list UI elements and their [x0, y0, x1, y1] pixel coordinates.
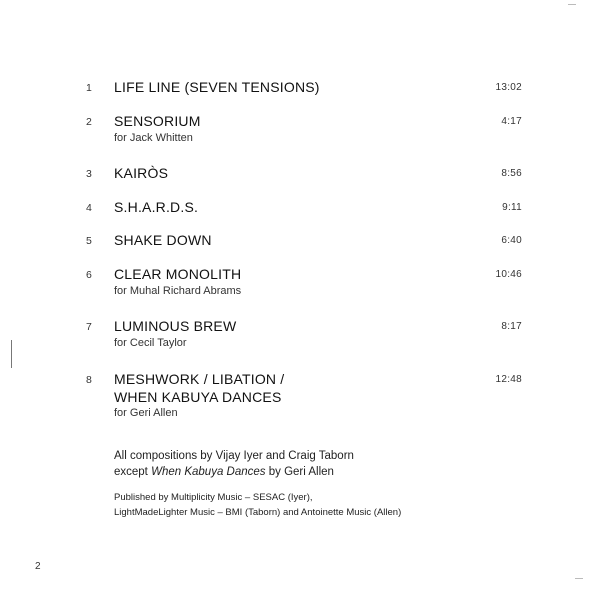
- publishing-line-1: Published by Multiplicity Music – SESAC (Iyer),: [114, 492, 313, 503]
- credits-line-1: All compositions by Vijay Iyer and Craig Taborn: [114, 450, 354, 462]
- track-title: KAIRÒS: [114, 165, 169, 181]
- track-number: 2: [86, 116, 92, 128]
- corner-crop-mark: [575, 578, 583, 579]
- credits-italic-title: When Kabuya Dances: [151, 466, 266, 478]
- track-title-line-2: WHEN KABUYA DANCES: [114, 389, 282, 405]
- page-number: 2: [35, 561, 41, 572]
- track-title-line-1: MESHWORK / LIBATION /: [114, 371, 285, 387]
- track-duration: 8:56: [501, 168, 522, 179]
- track-title: S.H.A.R.D.S.: [114, 199, 199, 215]
- track-dedication: for Geri Allen: [114, 407, 178, 419]
- track-number: 7: [86, 321, 92, 333]
- track-title: SHAKE DOWN: [114, 232, 212, 248]
- track-duration: 4:17: [501, 116, 522, 127]
- track-dedication: for Muhal Richard Abrams: [114, 285, 242, 297]
- publishing-credits: [114, 490, 401, 520]
- track-number: 4: [86, 202, 92, 214]
- track-number: 8: [86, 374, 92, 386]
- track-title: LIFE LINE (SEVEN TENSIONS): [114, 79, 320, 95]
- track-title: LUMINOUS BREW: [114, 318, 237, 334]
- track-duration: 10:46: [495, 269, 522, 280]
- credits-line-2: [114, 464, 354, 480]
- track-number: 3: [86, 168, 92, 180]
- track-dedication: for Cecil Taylor: [114, 337, 187, 349]
- track-title: SENSORIUM: [114, 113, 201, 129]
- track-duration: 13:02: [495, 82, 522, 93]
- track-duration: 9:11: [502, 202, 522, 213]
- composition-credits: [114, 448, 354, 480]
- track-number: 5: [86, 235, 92, 247]
- publishing-line-2: LightMadeLighter Music – BMI (Taborn) and Antoinette Music (Allen): [114, 507, 402, 518]
- track-duration: 6:40: [501, 235, 522, 246]
- track-number: 6: [86, 269, 92, 281]
- credits-suffix: by Geri Allen: [268, 466, 334, 478]
- corner-crop-mark: [568, 4, 576, 5]
- track-title: [114, 370, 284, 406]
- scan-edge-mark: [11, 340, 12, 368]
- track-title: CLEAR MONOLITH: [114, 266, 242, 282]
- track-duration: 8:17: [501, 321, 522, 332]
- track-number: 1: [86, 82, 92, 94]
- track-dedication: for Jack Whitten: [114, 132, 193, 144]
- credits-prefix: except: [114, 466, 148, 478]
- track-duration: 12:48: [495, 374, 522, 385]
